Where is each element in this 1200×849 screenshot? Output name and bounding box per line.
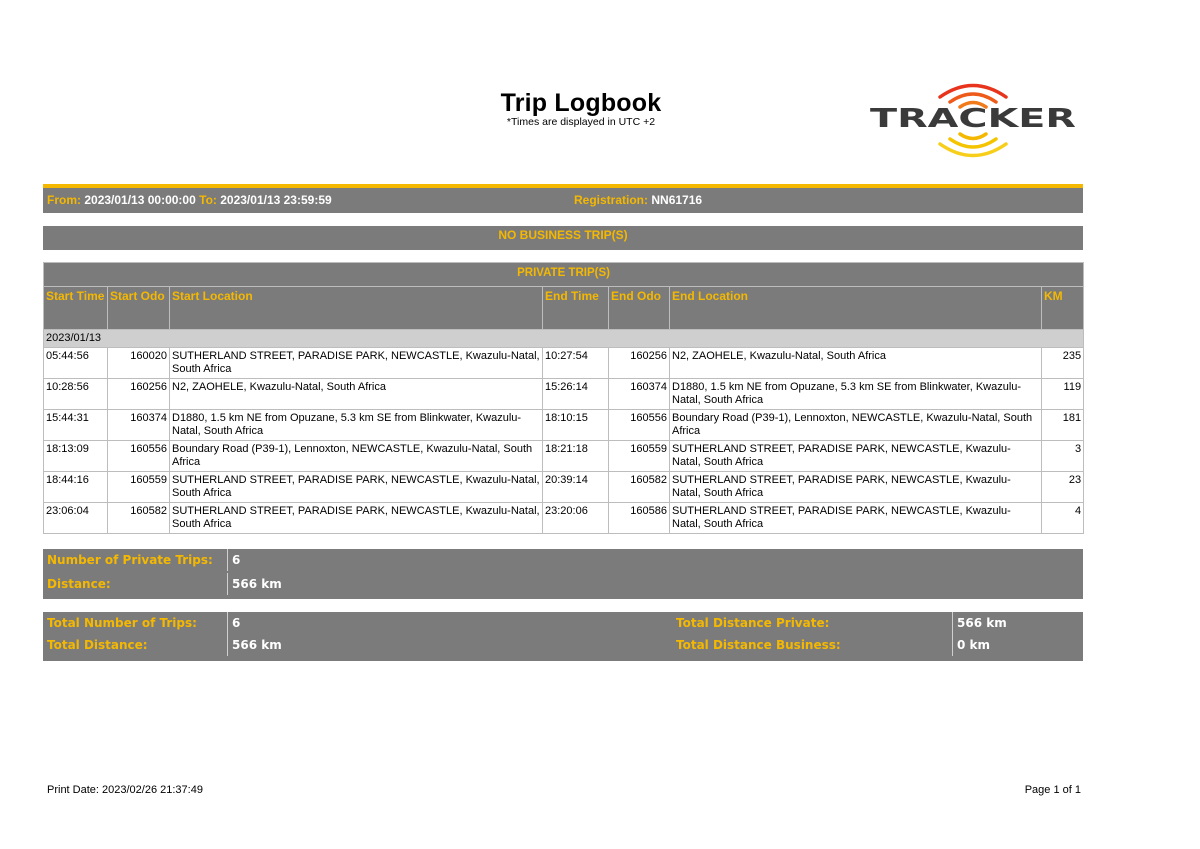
table-row [44,472,1084,503]
end-time: 15:26:14 [543,379,609,410]
title-block [440,88,722,128]
end-time: 23:20:06 [543,503,609,534]
trip-km: 23 [1042,472,1084,503]
end-odo: 160556 [609,410,670,441]
col-end-time: End Time [543,287,609,330]
summary-distance-row [43,573,1083,595]
end-time: 10:27:54 [543,348,609,379]
start-location: Boundary Road (P39-1), Lennoxton, NEWCASTLE, Kwazulu-Natal, South Africa [170,441,543,472]
end-odo: 160586 [609,503,670,534]
private-trips-title: PRIVATE TRIP(S) [44,263,1084,287]
start-odo: 160374 [108,410,170,441]
table-row [44,410,1084,441]
start-odo: 160582 [108,503,170,534]
table-row [44,441,1084,472]
start-time: 23:06:04 [44,503,108,534]
to-value: 2023/01/13 23:59:59 [220,193,332,207]
end-odo: 160559 [609,441,670,472]
registration-value: NN61716 [651,193,703,207]
table-row [44,379,1084,410]
private-summary-band [43,549,1083,599]
trip-km: 3 [1042,441,1084,472]
trip-km: 4 [1042,503,1084,534]
end-time: 18:21:18 [543,441,609,472]
totals-band [43,612,1083,661]
start-location: D1880, 1.5 km NE from Opuzane, 5.3 km SE from Blinkwater, Kwazulu-Natal, South Africa [170,410,543,441]
end-location: SUTHERLAND STREET, PARADISE PARK, NEWCASTLE, Kwazulu-Natal, South Africa [670,441,1042,472]
to-label: To: [199,193,217,207]
registration [574,188,702,213]
col-km: KM [1042,287,1084,330]
total-private-value: 566 km [952,612,1007,634]
summary-distance-label: Distance: [47,577,111,591]
total-business-label: Total Distance Business: [676,638,841,652]
total-distance-value: 566 km [227,634,282,656]
period-range [47,188,332,213]
total-trips-value: 6 [227,612,240,634]
start-location: SUTHERLAND STREET, PARADISE PARK, NEWCASTLE, Kwazulu-Natal, South Africa [170,503,543,534]
private-trips-table [43,262,1084,534]
end-location: D1880, 1.5 km NE from Opuzane, 5.3 km SE from Blinkwater, Kwazulu-Natal, South Africa [670,379,1042,410]
totals-row-1 [43,612,1083,634]
from-value: 2023/01/13 00:00:00 [84,193,196,207]
end-odo: 160374 [609,379,670,410]
registration-label: Registration: [574,193,649,207]
end-location: SUTHERLAND STREET, PARADISE PARK, NEWCASTLE, Kwazulu-Natal, South Africa [670,503,1042,534]
period-band [43,188,1083,213]
trip-km: 119 [1042,379,1084,410]
date-group-label: 2023/01/13 [44,330,1084,348]
end-odo: 160256 [609,348,670,379]
trip-km: 235 [1042,348,1084,379]
col-end-odo: End Odo [609,287,670,330]
totals-row-2 [43,634,1083,656]
end-time: 20:39:14 [543,472,609,503]
tracker-logo [866,76,1080,158]
summary-distance-value: 566 km [227,573,282,595]
total-distance-label: Total Distance: [47,638,148,652]
start-location: SUTHERLAND STREET, PARADISE PARK, NEWCASTLE, Kwazulu-Natal, South Africa [170,472,543,503]
total-business-value: 0 km [952,634,990,656]
col-start-odo: Start Odo [108,287,170,330]
start-odo: 160556 [108,441,170,472]
trip-km: 181 [1042,410,1084,441]
end-location: SUTHERLAND STREET, PARADISE PARK, NEWCASTLE, Kwazulu-Natal, South Africa [670,472,1042,503]
col-end-location: End Location [670,287,1042,330]
page-number: Page 1 of 1 [1024,784,1081,796]
start-odo: 160020 [108,348,170,379]
end-odo: 160582 [609,472,670,503]
col-start-location: Start Location [170,287,543,330]
summary-trips-label: Number of Private Trips: [47,553,213,567]
business-trips-band: NO BUSINESS TRIP(S) [43,226,1083,250]
logo-text: TRACKER [870,104,1076,134]
col-start-time: Start Time [44,287,108,330]
summary-trips-value: 6 [227,549,240,571]
end-location: N2, ZAOHELE, Kwazulu-Natal, South Africa [670,348,1042,379]
column-header-row [44,287,1084,330]
start-time: 10:28:56 [44,379,108,410]
end-time: 18:10:15 [543,410,609,441]
total-private-label: Total Distance Private: [676,616,830,630]
date-group-row [44,330,1084,348]
start-time: 18:44:16 [44,472,108,503]
start-time: 15:44:31 [44,410,108,441]
timezone-note: *Times are displayed in UTC +2 [506,116,656,128]
start-time: 05:44:56 [44,348,108,379]
start-location: N2, ZAOHELE, Kwazulu-Natal, South Africa [170,379,543,410]
table-row [44,348,1084,379]
page-title: Trip Logbook [500,89,662,117]
from-label: From: [47,193,81,207]
start-odo: 160559 [108,472,170,503]
start-time: 18:13:09 [44,441,108,472]
table-row [44,503,1084,534]
summary-trips-row [43,549,1083,571]
print-date: Print Date: 2023/02/26 21:37:49 [47,784,203,796]
end-location: Boundary Road (P39-1), Lennoxton, NEWCASTLE, Kwazulu-Natal, South Africa [670,410,1042,441]
start-location: SUTHERLAND STREET, PARADISE PARK, NEWCASTLE, Kwazulu-Natal, South Africa [170,348,543,379]
total-trips-label: Total Number of Trips: [47,616,197,630]
start-odo: 160256 [108,379,170,410]
